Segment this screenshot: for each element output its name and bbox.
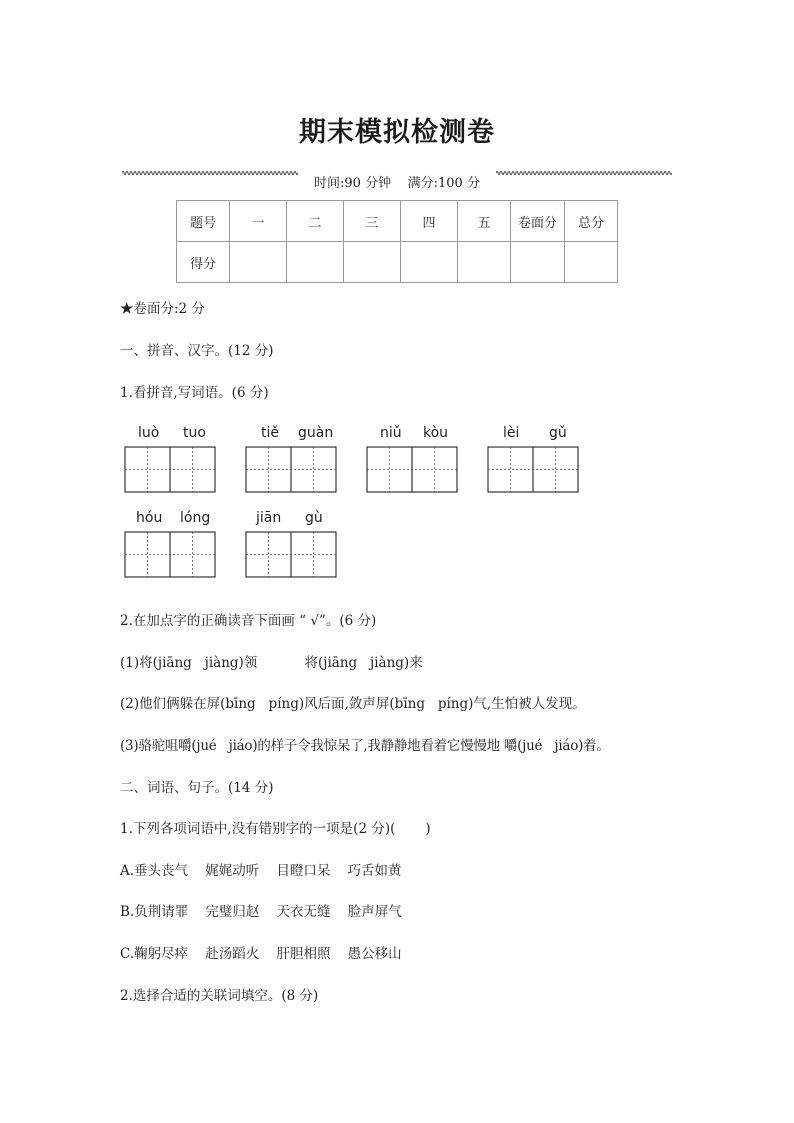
score-table-header: 三 — [344, 201, 401, 242]
option-b: B.负荆请罪 完璧归赵 天衣无缝 脸声屏气 — [120, 904, 402, 920]
score-table-header: 四 — [401, 201, 458, 242]
score-table-header-row — [177, 201, 618, 242]
score-row-label: 得分 — [177, 242, 230, 283]
wavy-divider-right — [496, 169, 672, 177]
score-table — [176, 200, 618, 283]
writing-grid[interactable] — [124, 531, 217, 579]
writing-grid[interactable] — [124, 446, 217, 494]
pinyin-syllable: gǔ — [549, 425, 567, 441]
pinyin-syllable: hóu — [136, 510, 163, 526]
option-a: A.垂头丧气 娓娓动听 目瞪口呆 巧舌如黄 — [120, 863, 402, 879]
question-1-2: 2.在加点字的正确读音下面画 “ √”。(6 分) — [120, 613, 377, 629]
wavy-divider-left — [122, 169, 298, 177]
juanmian-score: ★卷面分:2 分 — [120, 301, 205, 317]
pinyin-syllable: luò — [138, 425, 160, 441]
writing-grid[interactable] — [245, 531, 338, 579]
writing-grid[interactable] — [487, 446, 580, 494]
score-table-header: 一 — [230, 201, 287, 242]
pinyin-syllable: niǔ — [380, 425, 402, 441]
question-1-1: 1.看拼音,写词语。(6 分) — [120, 385, 269, 401]
question-1-2-item: (3)骆驼咀嚼(jué jiáo)的样子令我惊呆了,我静静地看着它慢慢地 嚼(jué jiáo)着。 — [120, 738, 610, 754]
score-cell[interactable] — [511, 242, 565, 283]
question-2-1: 1.下列各项词语中,没有错别字的一项是(2 分)( ) — [120, 821, 431, 837]
score-cell[interactable] — [344, 242, 401, 283]
score-cell[interactable] — [565, 242, 618, 283]
score-table-header: 五 — [458, 201, 511, 242]
pinyin-syllable: kòu — [423, 425, 449, 441]
pinyin-syllable: lóng — [180, 510, 211, 526]
writing-grid[interactable] — [366, 446, 459, 494]
option-c: C.鞠躬尽瘁 赴汤蹈火 肝胆相照 愚公移山 — [120, 946, 402, 962]
pinyin-syllable: guàn — [298, 425, 334, 441]
section-2-heading: 二、词语、句子。(14 分) — [120, 780, 274, 796]
pinyin-syllable: gù — [305, 510, 323, 526]
section-1-heading: 一、拼音、汉字。(12 分) — [120, 343, 274, 359]
score-cell[interactable] — [458, 242, 511, 283]
question-1-2-item: (1)将(jiāng jiàng)领 将(jiāng jiàng)来 — [120, 655, 423, 671]
score-table-score-row — [177, 242, 618, 283]
pinyin-syllable: jiān — [256, 510, 282, 526]
question-2-2: 2.选择合适的关联词填空。(8 分) — [120, 988, 319, 1004]
page-title: 期末模拟检测卷 — [299, 117, 495, 148]
score-cell[interactable] — [401, 242, 458, 283]
score-table-header: 二 — [287, 201, 344, 242]
score-table-header: 题号 — [177, 201, 230, 242]
writing-grid[interactable] — [245, 446, 338, 494]
pinyin-syllable: tuo — [183, 425, 206, 441]
score-table-header: 卷面分 — [511, 201, 565, 242]
score-table-header: 总分 — [565, 201, 618, 242]
pinyin-syllable: tiě — [261, 425, 279, 441]
score-cell[interactable] — [230, 242, 287, 283]
question-1-2-item: (2)他们俩躲在屏(bīng píng)风后面,敛声屏(bīng píng)气,生怕被人发现。 — [120, 696, 586, 712]
pinyin-syllable: lèi — [503, 425, 520, 441]
exam-time-score: 时间:90 分钟 满分:100 分 — [314, 176, 480, 191]
score-cell[interactable] — [287, 242, 344, 283]
